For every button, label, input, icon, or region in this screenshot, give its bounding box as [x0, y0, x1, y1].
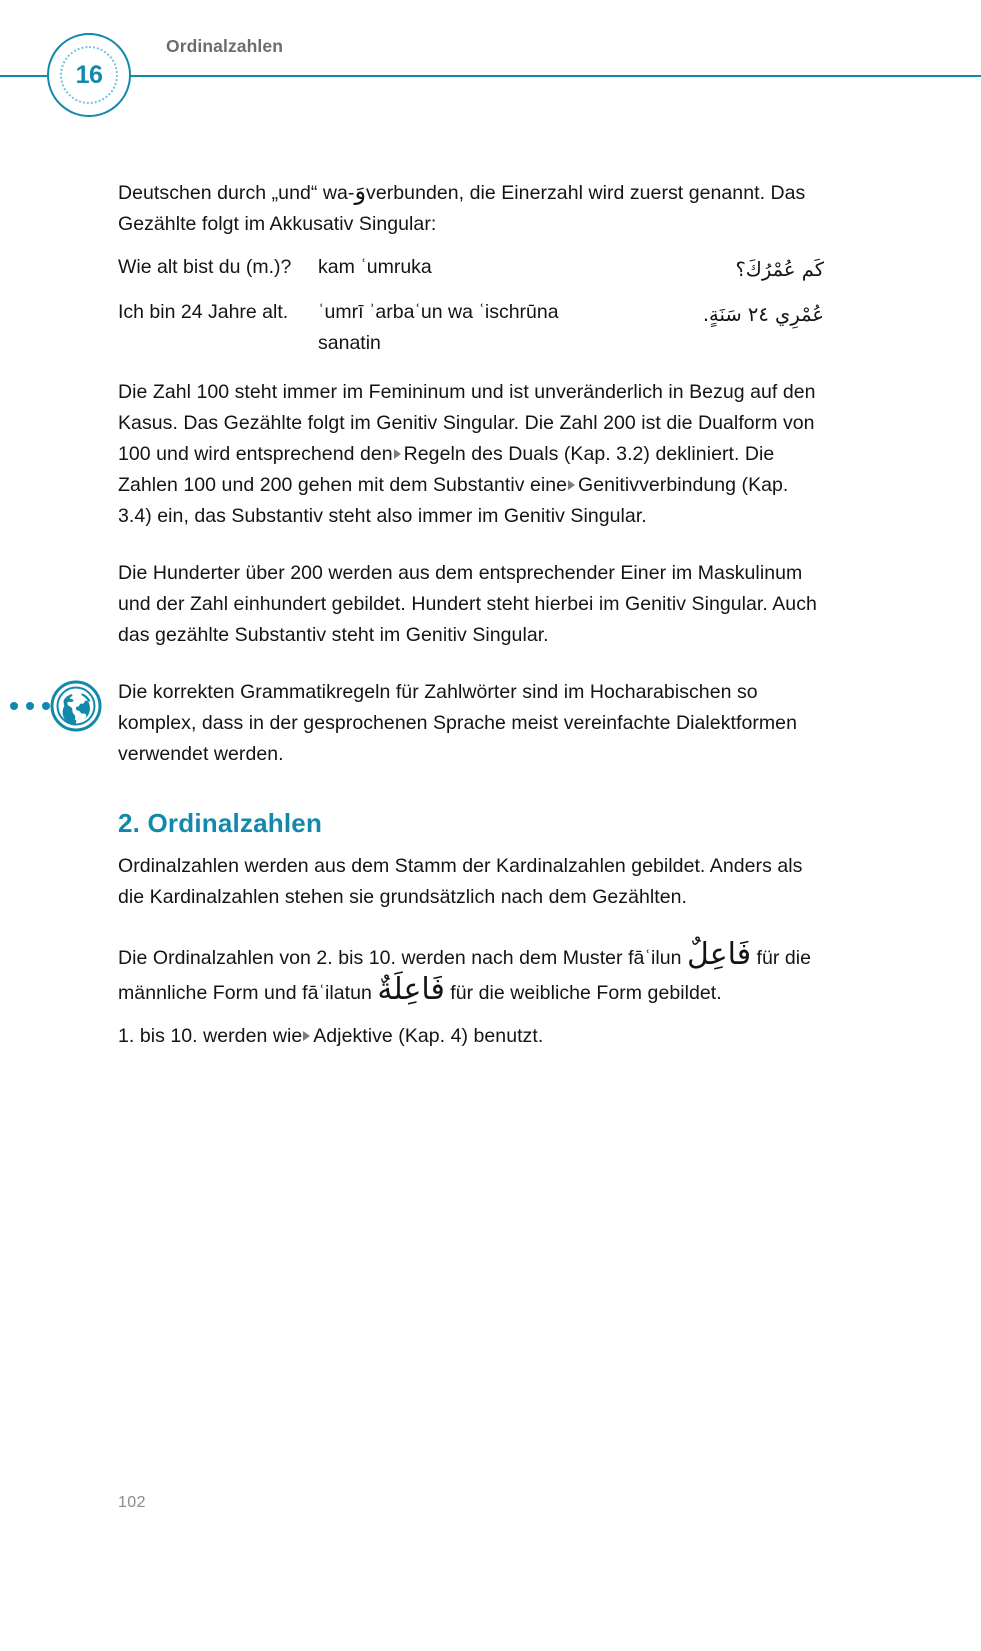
pattern-text-a: Die Ordinalzahlen von 2. bis 10. werden nach dem Muster fāʿilun: [118, 947, 682, 969]
section-heading: 2. Ordinalzahlen: [118, 808, 323, 838]
arabic-pattern-feminine: فَاعِلَةٌ: [377, 972, 445, 1007]
running-title: Ordinalzahlen: [166, 36, 284, 56]
example-german: Wie alt bist du (m.)?: [118, 256, 292, 278]
intro-paragraph: [118, 176, 824, 240]
note-block: [118, 677, 824, 770]
example-german: Ich bin 24 Jahre alt.: [118, 301, 289, 323]
hundred-rule-part-a: Die Zahl 100 steht immer im Femininum und ist unveränderlich in Bezug auf den Kasus. Das Gezählte folgt im Genitiv Singular. Die Zahl 200 ist die Dualform von 100 und wird entsprechend den: [118, 381, 816, 465]
example-transliteration: ʿumrī ʾarbaʿun wa ʿischrūna sanatin: [318, 301, 559, 354]
example-table: [118, 252, 824, 365]
triangle-right-icon: [394, 449, 401, 459]
pattern-text-b: für die männliche Form und fāʿilatun: [118, 947, 812, 1004]
intro-text-tail: verbunden, die Einerzahl wird zuerst genannt. Das Gezählte folgt im Akkusativ Singular:: [118, 182, 806, 235]
note-paragraph: Die korrekten Grammatikregeln für Zahlwörter sind im Hocharabischen so komplex, dass in der gesprochenen Sprache meist vereinfachte Dialektformen verwendet werden.: [118, 681, 797, 765]
section-intro-paragraph: Ordinalzahlen werden aus dem Stamm der Kardinalzahlen gebildet. Anders als die Kardinalzahlen stehen sie grundsätzlich nach dem Gezählten.: [118, 855, 803, 908]
chapter-number: 16: [75, 60, 103, 89]
three-dots-icon: [10, 702, 50, 710]
paragraph-pattern: [118, 939, 824, 1009]
table-row: [118, 297, 824, 365]
pattern-text-c: für die weibliche Form gebildet.: [450, 982, 722, 1004]
triangle-right-icon: [568, 480, 575, 490]
arabic-pattern-masculine: فَاعِلٌ: [687, 937, 752, 972]
note-icon-group: [10, 680, 102, 736]
hundred-rule-part-b: Regeln des Duals (Kap. 3.2) dekliniert. Die Zahlen 100 und 200 gehen mit dem Substantiv eine: [118, 443, 775, 496]
intro-text-lead: Deutschen durch „und“ wa-: [118, 182, 355, 204]
hundred-rule-part-c: Genitivverbindung (Kap. 3.4) ein, das Substantiv steht also immer im Genitiv Singular.: [118, 474, 789, 527]
example-arabic: عُمْرِي ٢٤ سَنَةٍ.: [702, 303, 824, 326]
example-arabic: كَم عُمْرُكَ؟: [735, 258, 824, 281]
paragraph-hundred-rule: [118, 377, 824, 532]
header-rule: [0, 75, 981, 77]
globe-icon: [50, 680, 102, 732]
adjective-note-b: Adjektive (Kap. 4) benutzt.: [313, 1025, 544, 1047]
page-content: [118, 176, 824, 1052]
triangle-right-icon: [303, 1031, 310, 1041]
example-transliteration: kam ʿumruka: [318, 256, 432, 278]
adjective-note-a: 1. bis 10. werden wie: [118, 1025, 303, 1047]
page-header: [0, 0, 981, 130]
table-row: [118, 252, 824, 297]
arabic-conjunction-wa: وَ: [354, 177, 367, 205]
chapter-badge: [47, 33, 131, 117]
paragraph-adjective-note: [118, 1021, 824, 1052]
page-number: 102: [118, 1494, 146, 1511]
paragraph-hunderter: Die Hunderter über 200 werden aus dem entsprechender Einer im Maskulinum und der Zahl einhundert gebildet. Hundert steht hierbei im Genitiv Singular. Auch das gezählte Substantiv steht im Genitiv Singular.: [118, 562, 817, 646]
